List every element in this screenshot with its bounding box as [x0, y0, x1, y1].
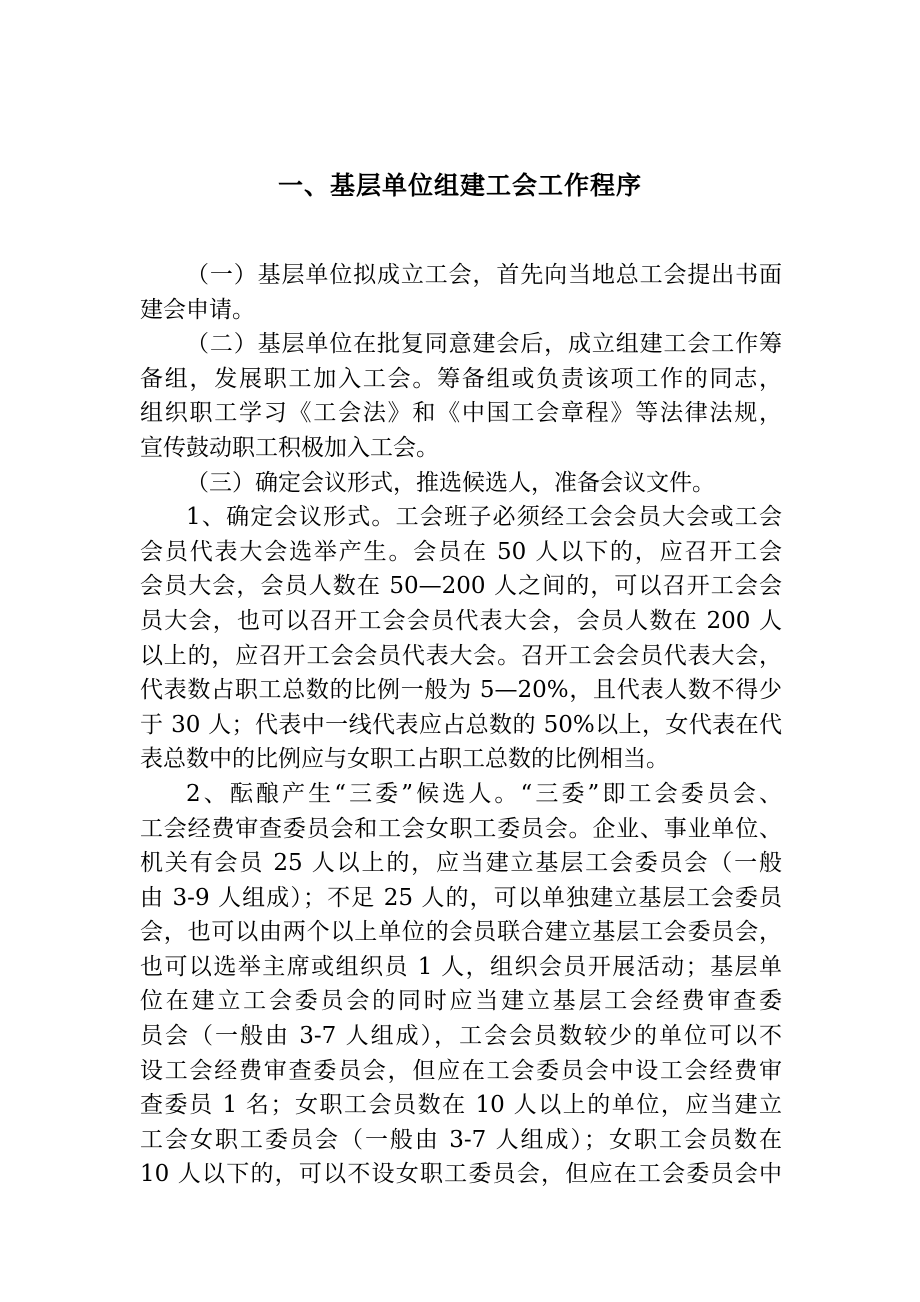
body-text-line: 机关有会员 25 人以上的，应当建立基层工会委员会（一般	[140, 850, 782, 877]
body-text-line: 工会经费审查委员会和工会女职工委员会。企业、事业单位、	[140, 815, 782, 842]
body-text-line: 位在建立工会委员会的同时应当建立基层工会经费审查委	[140, 988, 782, 1015]
document-title: 一、基层单位组建工会工作程序	[277, 171, 642, 200]
body-text-line: 查委员 1 名；女职工会员数在 10 人以上的单位，应当建立	[140, 1092, 782, 1119]
document-body	[140, 258, 782, 1192]
body-text-line: 会员大会，会员人数在 50—200 人之间的，可以召开工会会	[140, 573, 782, 600]
body-text-line: 1、确定会议形式。工会班子必须经工会会员大会或工会	[186, 504, 782, 531]
body-text-line: 员会（一般由 3-7 人组成），工会会员数较少的单位可以不	[140, 1023, 782, 1050]
body-text-line: 会，也可以由两个以上单位的会员联合建立基层工会委员会，	[140, 919, 782, 946]
body-text-line: 设工会经费审查委员会，但应在工会委员会中设工会经费审	[140, 1057, 782, 1084]
body-text-line: 由 3-9 人组成）；不足 25 人的，可以单独建立基层工会委员	[140, 884, 782, 911]
body-text-line: 2、酝酿产生“三委”候选人。“三委”即工会委员会、	[186, 780, 782, 807]
body-text-line: （一）基层单位拟成立工会，首先向当地总工会提出书面	[186, 262, 782, 288]
body-text-line: 也可以选举主席或组织员 1 人，组织会员开展活动；基层单	[140, 953, 782, 980]
body-text-line: 代表数占职工总数的比例一般为 5—20%，且代表人数不得少	[140, 677, 782, 704]
body-text-line: 组织职工学习《工会法》和《中国工会章程》等法律法规，	[140, 400, 782, 427]
body-text-line: （三）确定会议形式，推选候选人，准备会议文件。	[186, 469, 715, 496]
body-text-line: 会员代表大会选举产生。会员在 50 人以下的，应召开工会	[140, 538, 782, 565]
body-text-line: 于 30 人；代表中一线代表应占总数的 50%以上，女代表在代	[140, 711, 782, 738]
body-text-line: 备组，发展职工加入工会。筹备组或负责该项工作的同志，	[140, 365, 782, 392]
body-text-line: 建会申请。	[140, 296, 255, 323]
body-text-line: 以上的，应召开工会会员代表大会。召开工会会员代表大会，	[140, 642, 782, 669]
body-text-line: 工会女职工委员会（一般由 3-7 人组成）；女职工会员数在	[140, 1126, 782, 1153]
body-text-line: 10 人以下的，可以不设女职工委员会，但应在工会委员会中	[140, 1161, 782, 1188]
body-text-line: （二）基层单位在批复同意建会后，成立组建工会工作筹	[186, 331, 782, 358]
body-text-line: 员大会，也可以召开工会会员代表大会，会员人数在 200 人	[140, 607, 782, 634]
body-text-line: 宣传鼓动职工积极加入工会。	[140, 434, 439, 461]
body-text-line: 表总数中的比例应与女职工占职工总数的比例相当。	[140, 746, 669, 773]
